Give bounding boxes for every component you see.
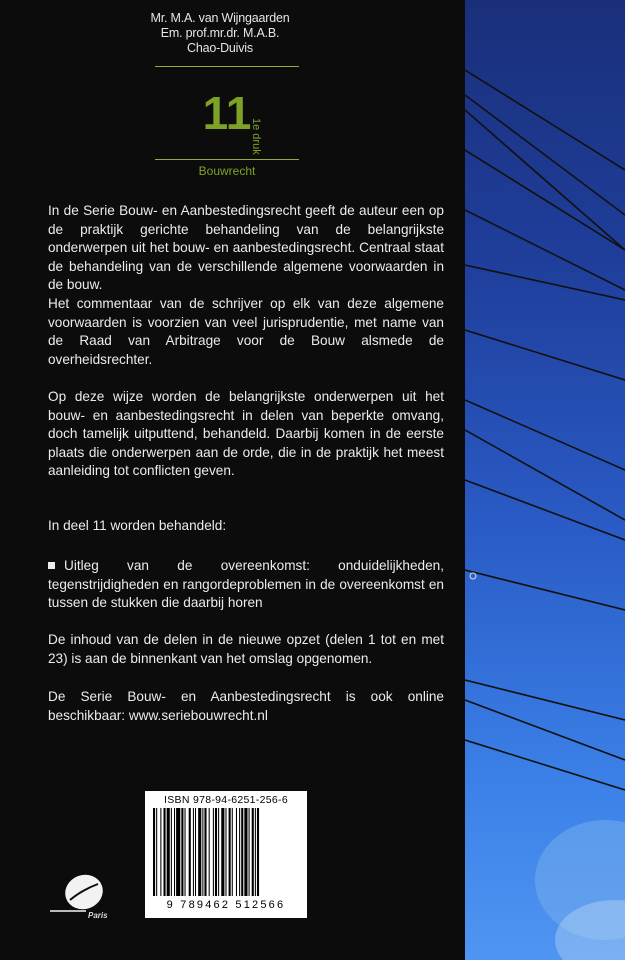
online-note: De Serie Bouw- en Aanbestedingsrecht is ook online beschikbaar: www.seriebouwrecht.nl bbox=[48, 689, 444, 723]
author-line-2: Em. prof.mr.dr. M.A.B. bbox=[160, 26, 280, 40]
barcode-bar bbox=[153, 808, 155, 896]
barcode-bar bbox=[218, 808, 219, 896]
barcode-bar bbox=[174, 808, 175, 896]
barcode-bar bbox=[164, 808, 166, 896]
author-line-3: Chao-Duivis bbox=[187, 41, 253, 55]
barcode-bar bbox=[209, 808, 210, 896]
barcode-bar bbox=[160, 808, 161, 896]
barcode-bar bbox=[215, 808, 217, 896]
barcode-bar bbox=[156, 808, 157, 896]
barcode-bar bbox=[232, 808, 233, 896]
volume-number: 11 bbox=[202, 87, 252, 139]
part-heading: In deel 11 worden behandeld: bbox=[48, 518, 227, 533]
series-label: Bouwrecht bbox=[198, 164, 256, 178]
edition-label: 1e druk bbox=[250, 118, 262, 155]
barcode-bar bbox=[213, 808, 214, 896]
barcode-bar bbox=[229, 808, 231, 896]
ean-digits: 9 789462 512566 bbox=[166, 899, 286, 911]
author-line-1: Mr. M.A. van Wijngaarden bbox=[150, 11, 290, 25]
barcode-bar bbox=[185, 808, 186, 896]
barcode-bar bbox=[204, 808, 206, 896]
intro-paragraph-2: Het commentaar van de schrijver op elk van deze algemene voorwaarden is voorzien van veel jurisprudentie, met name van de Raad van Arbitrage voor de Bouw alsmede de overheidsrechter. bbox=[48, 296, 444, 367]
barcode-bars bbox=[147, 808, 305, 898]
barcode-bar bbox=[241, 808, 243, 896]
part-bullet-item bbox=[48, 557, 444, 613]
barcode-bar bbox=[195, 808, 196, 896]
intro-paragraph-3: Op deze wijze worden de belangrijkste onderwerpen uit het bouw- en aanbestedingsrecht in delen van beperkte omvang, doch tamelijk uitputtend, behandeld. Daarbij komen in de eerste plaats die onderwerpen aan de orde, die in de praktijk het meest aanleiding tot conflicten geven. bbox=[48, 389, 444, 479]
publisher-logo-icon bbox=[48, 870, 120, 924]
barcode-box bbox=[145, 791, 307, 918]
intro-paragraph-1: In de Serie Bouw- en Aanbestedingsrecht geeft de auteur een op de praktijk gerichte behandeling van de belangrijkste onderwerpen uit het bouw- en aanbestedingsrecht. Centraal staat de behandeling van de verschillende algemene voorwaarden in de bouw. bbox=[48, 203, 444, 293]
barcode-bar bbox=[255, 808, 256, 896]
barcode-bar bbox=[252, 808, 254, 896]
barcode-bar bbox=[181, 808, 183, 896]
power-lines-image bbox=[465, 0, 625, 960]
contents-note: De inhoud van de delen in de nieuwe opzet (delen 1 tot en met 23) is aan de binnenkant van het omslag opgenomen. bbox=[48, 632, 444, 666]
barcode-bar bbox=[198, 808, 201, 896]
top-divider bbox=[155, 66, 299, 67]
isbn-text: ISBN 978-94-6251-256-6 bbox=[164, 794, 288, 806]
barcode-bar bbox=[189, 808, 191, 896]
bullet-icon bbox=[48, 562, 55, 569]
barcode-bar bbox=[171, 808, 172, 896]
barcode-bar bbox=[193, 808, 194, 896]
barcode-bar bbox=[249, 808, 250, 896]
barcode-bar bbox=[225, 808, 226, 896]
barcode-bar bbox=[221, 808, 224, 896]
barcode-bar bbox=[236, 808, 237, 896]
barcode-bar bbox=[176, 808, 180, 896]
publisher-name: Paris bbox=[88, 911, 108, 920]
barcode-bar bbox=[257, 808, 259, 896]
barcode-bar bbox=[244, 808, 247, 896]
bottom-divider bbox=[155, 159, 299, 160]
sky-photo bbox=[465, 0, 625, 960]
barcode-bar bbox=[239, 808, 240, 896]
barcode-bar bbox=[167, 808, 170, 896]
part-bullet-text: Uitleg van de overeenkomst: onduidelijkheden, tegenstrijdigheden en rangordeproblemen in de overeenkomst en tussen de stukken die daarbij horen bbox=[48, 558, 444, 611]
barcode-bar bbox=[202, 808, 203, 896]
